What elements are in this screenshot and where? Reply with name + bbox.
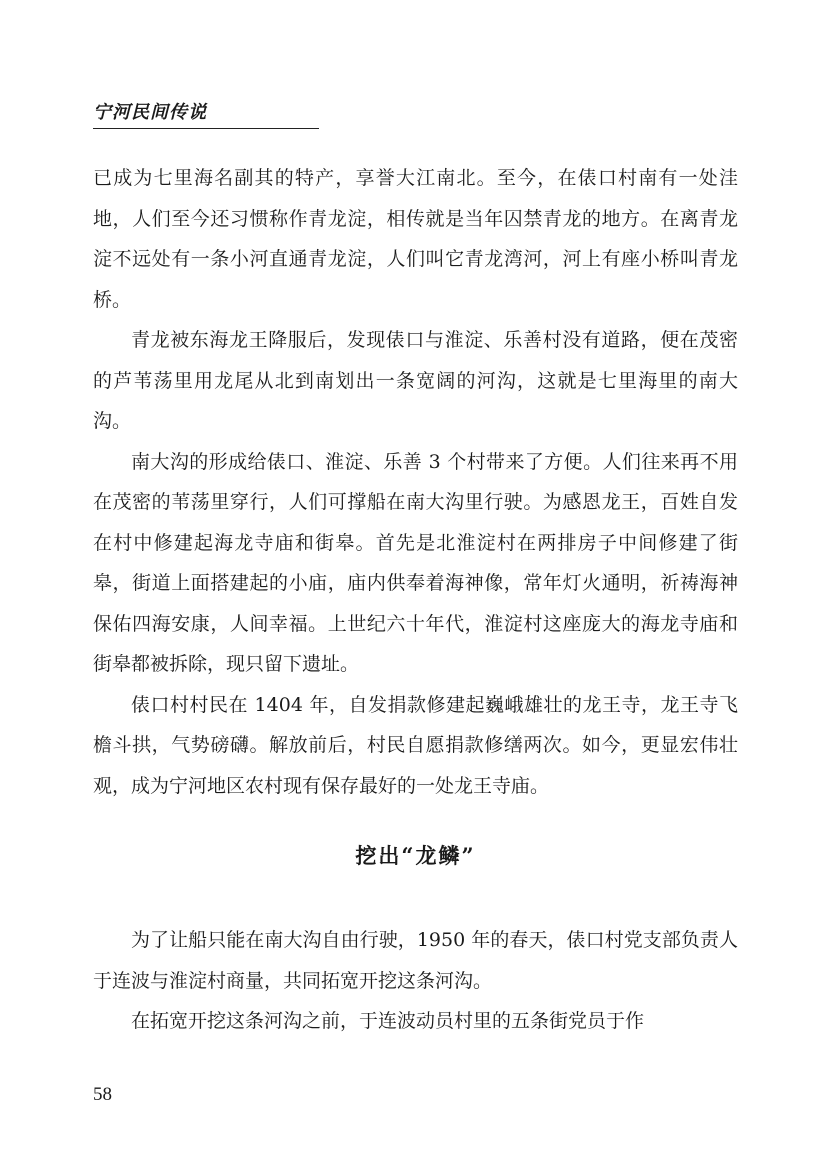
- paragraph: 为了让船只能在南大沟自由行驶，1950 年的春天，俵口村党支部负责人于连波与淮淀村商量，共同拓宽开挖这条河沟。: [93, 929, 738, 992]
- paragraph: 在拓宽开挖这条河沟之前，于连波动员村里的五条街党员于作: [131, 1010, 645, 1032]
- running-header: [93, 100, 319, 129]
- paragraph-continued: 已成为七里海名副其的特产，享誉大江南北。至今，在俵口村南有一处洼地，人们至今还习惯称作青龙淀，相传就是当年囚禁青龙的地方。在离青龙淀不远处有一条小河直通青龙淀，人们叫它青龙湾河，河上有座小桥叫青龙桥。: [93, 167, 738, 311]
- section-title: 挖出“龙鳞”: [355, 843, 476, 868]
- paragraph: 青龙被东海龙王降服后，发现俵口与淮淀、乐善村没有道路，便在茂密的芦苇荡里用龙尾从北到南划出一条宽阔的河沟，这就是七里海里的南大沟。: [93, 329, 738, 432]
- page-number: 58: [93, 1084, 112, 1105]
- paragraph: 俵口村村民在 1404 年，自发捐款修建起巍峨雄壮的龙王寺，龙王寺飞檐斗拱，气势磅礴。解放前后，村民自愿捐款修缮两次。如今，更显宏伟壮观，成为宁河地区农村现有保存最好的一处龙王寺庙。: [93, 693, 738, 797]
- running-header-title: 宁河民间传说: [93, 102, 207, 123]
- page-body: [93, 158, 738, 1042]
- paragraph: 南大沟的形成给俵口、淮淀、乐善 3 个村带来了方便。人们往来再不用在茂密的苇荡里穿行，人们可撑船在南大沟里行驶。为感恩龙王，百姓自发在村中修建起海龙寺庙和街皋。首先是北淮淀村在两排房子中间修建了街皋，街道上面搭建起的小庙，庙内供奉着海神像，常年灯火通明，祈祷海神保佑四海安康，人间幸福。上世纪六十年代，淮淀村这座庞大的海龙寺庙和街皋都被拆除，现只留下遗址。: [93, 450, 738, 675]
